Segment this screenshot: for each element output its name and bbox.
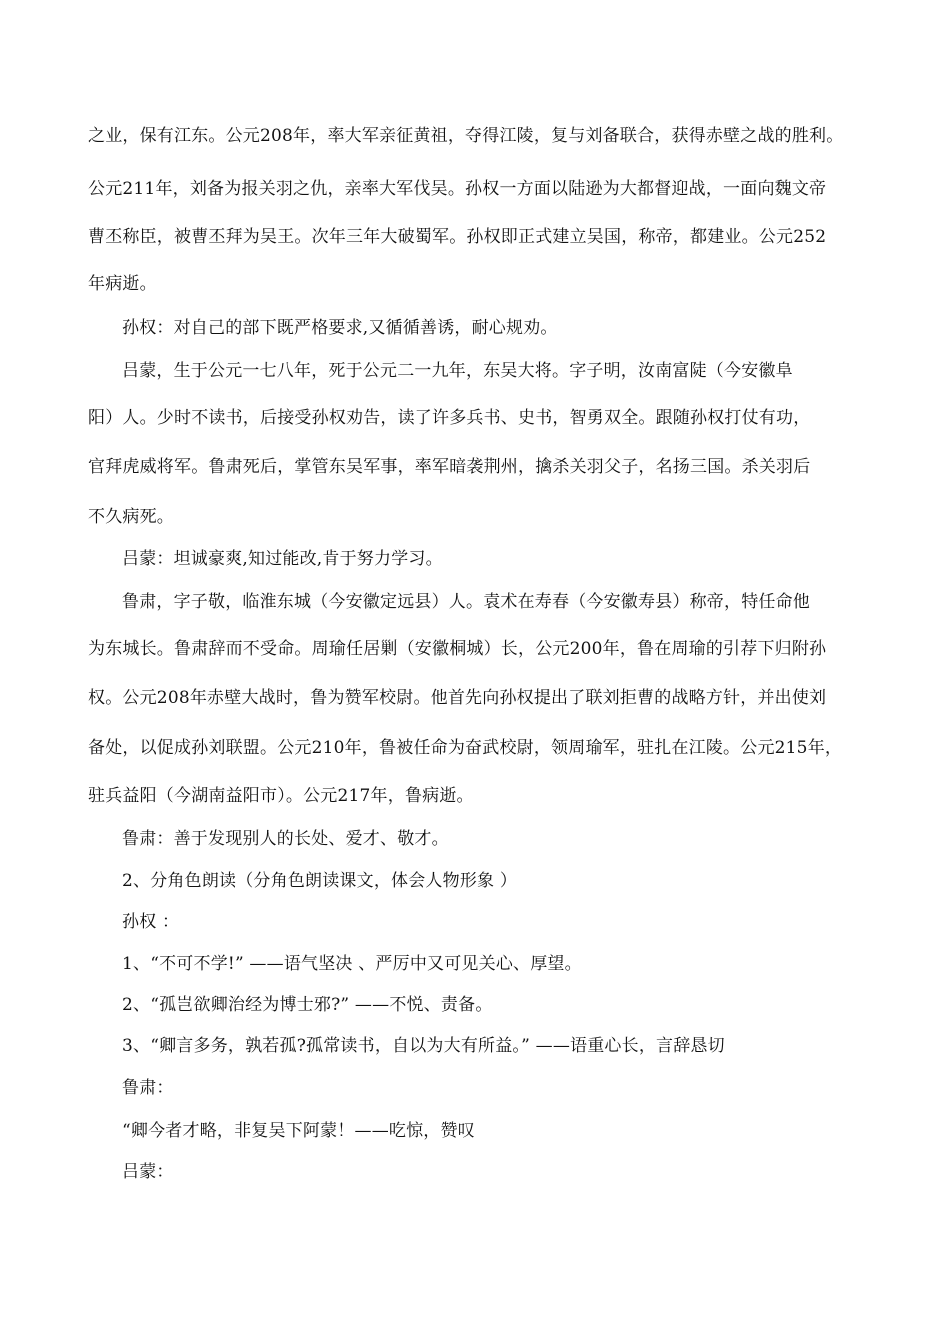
paragraph-line: 官拜虎威将军。鲁肃死后，掌管东吴军事，率军暗袭荆州，擒杀关羽父子，名扬三国。杀关羽后 — [88, 457, 811, 477]
quote-line: “卿今者才略，非复吴下阿蒙！——吃惊，赞叹 — [122, 1121, 475, 1141]
paragraph-line: 孙权 ： — [122, 912, 180, 932]
paragraph-line: 之业，保有江东。公元208年，率大军亲征黄祖，夺得江陵，复与刘备联合，获得赤壁之战的胜利。 — [88, 126, 844, 146]
section-heading: 2、分角色朗读（分角色朗读课文，体会人物形象 ） — [122, 871, 518, 891]
paragraph-line: 公元211年，刘备为报关羽之仇，亲率大军伐吴。孙权一方面以陆逊为大都督迎战，一面向魏文帝 — [88, 179, 827, 199]
paragraph-line: 不久病死。 — [88, 507, 174, 527]
list-item: 1、“不可不学!” ——语气坚决 、严厉中又可见关心、厚望。 — [122, 954, 582, 974]
list-item: 2、“孤岂欲卿治经为博士邪?” ——不悦、责备。 — [122, 995, 493, 1015]
paragraph-line: 阳）人。少时不读书，后接受孙权劝告，读了许多兵书、史书，智勇双全。跟随孙权打仗有功， — [88, 408, 811, 428]
paragraph-line: 驻兵益阳（今湖南益阳市）。公元217年，鲁病逝。 — [88, 786, 474, 806]
paragraph-line: 鲁肃： — [122, 1078, 174, 1098]
paragraph-line: 鲁肃，字子敬，临淮东城（今安徽定远县）人。袁术在寿春（今安徽寿县）称帝，特任命他 — [122, 592, 810, 612]
paragraph-line: 鲁肃：善于发现别人的长处、爱才、敬才。 — [122, 829, 449, 849]
paragraph-line: 为东城长。鲁肃辞而不受命。周瑜任居剿（安徽桐城）长，公元200年，鲁在周瑜的引荐下归附孙 — [88, 639, 827, 659]
paragraph-line: 孙权：对自己的部下既严格要求,又循循善诱，耐心规劝。 — [122, 318, 558, 338]
list-item: 3、“卿言多务，孰若孤?孤常读书，自以为大有所益。” ——语重心长，言辞恳切 — [122, 1036, 725, 1056]
paragraph-line: 权。公元208年赤壁大战时，鲁为赞军校尉。他首先向孙权提出了联刘拒曹的战略方针，并出使刘 — [88, 688, 827, 708]
paragraph-line: 备处，以促成孙刘联盟。公元210年，鲁被任命为奋武校尉，领周瑜军，驻扎在江陵。公元215年， — [88, 738, 843, 758]
paragraph-line: 曹丕称臣，被曹丕拜为吴王。次年三年大破蜀军。孙权即正式建立吴国，称帝，都建业。公元252 — [88, 227, 827, 247]
paragraph-line: 年病逝。 — [88, 274, 157, 294]
paragraph-line: 吕蒙：坦诚豪爽,知过能改,肯于努力学习。 — [122, 549, 443, 569]
paragraph-line: 吕蒙，生于公元一七八年，死于公元二一九年，东吴大将。字子明，汝南富陡（今安徽阜 — [122, 361, 793, 381]
paragraph-line: 吕蒙： — [122, 1162, 174, 1182]
